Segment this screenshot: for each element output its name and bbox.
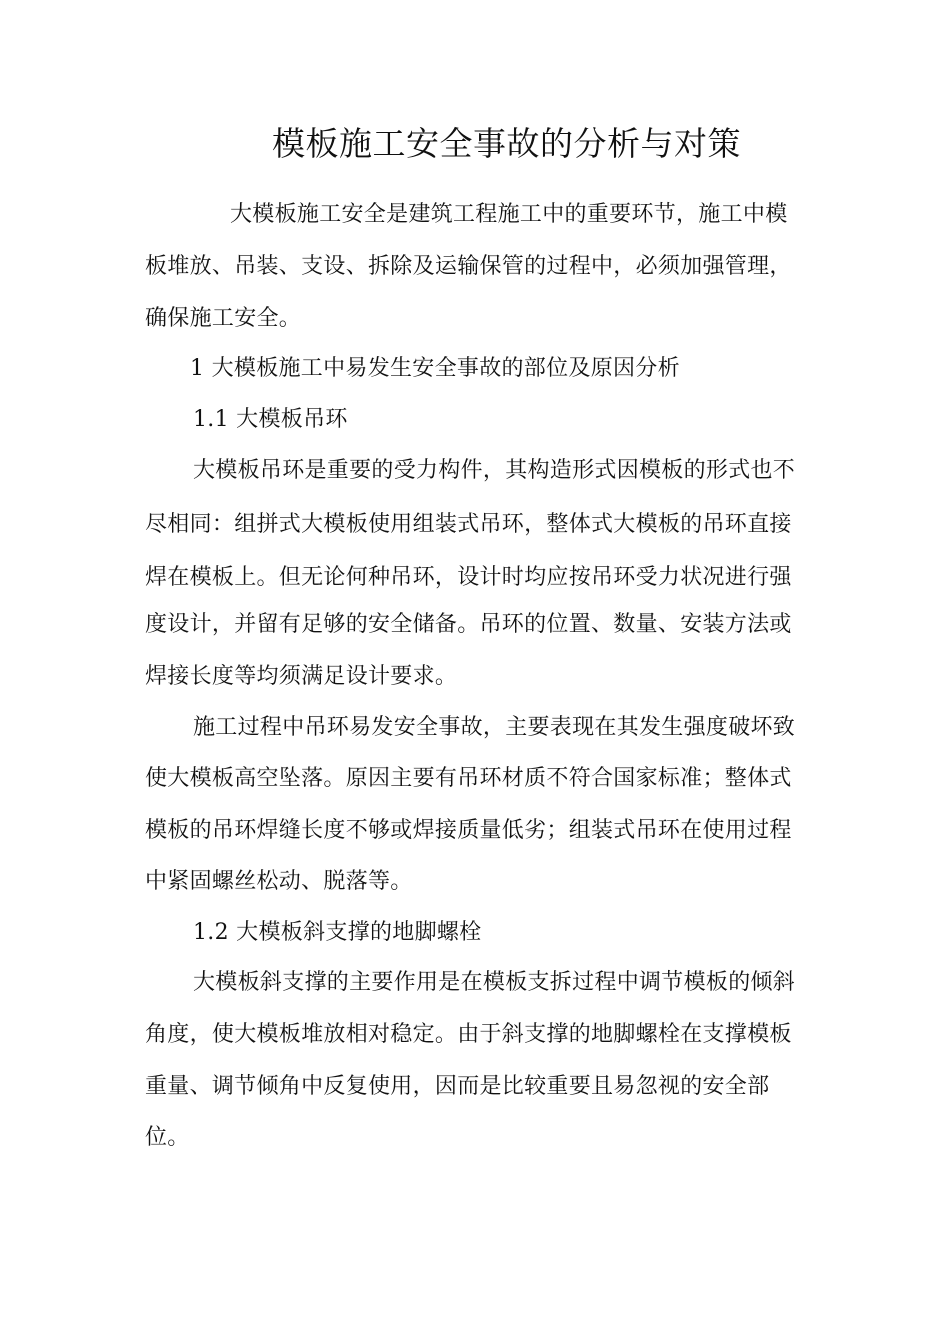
body-line: 板堆放、吊装、支设、拆除及运输保管的过程中，必须加强管理， xyxy=(145,254,792,279)
body-line: 焊在模板上。但无论何种吊环，设计时均应按吊环受力状况进行强 xyxy=(145,565,792,590)
subsection-heading: 1.1 大模板吊环 xyxy=(193,407,348,432)
body-line: 施工过程中吊环易发安全事故，主要表现在其发生强度破坏致 xyxy=(193,715,796,740)
body-line: 位。 xyxy=(145,1125,190,1150)
body-line: 重量、调节倾角中反复使用，因而是比较重要且易忽视的安全部 xyxy=(145,1074,770,1099)
body-line: 度设计，并留有足够的安全储备。吊环的位置、数量、安装方法或 xyxy=(145,612,792,637)
document-title: 模板施工安全事故的分析与对策 xyxy=(272,124,741,163)
section-heading: 1 大模板施工中易发生安全事故的部位及原因分析 xyxy=(190,356,680,381)
body-line: 尽相同：组拼式大模板使用组装式吊环，整体式大模板的吊环直接 xyxy=(145,512,792,537)
body-line: 焊接长度等均须满足设计要求。 xyxy=(145,664,458,689)
body-line: 角度，使大模板堆放相对稳定。由于斜支撑的地脚螺栓在支撑模板 xyxy=(145,1022,792,1047)
body-line: 使大模板高空坠落。原因主要有吊环材质不符合国家标准；整体式 xyxy=(145,766,792,791)
subsection-heading: 1.2 大模板斜支撑的地脚螺栓 xyxy=(193,920,482,945)
body-line: 大模板斜支撑的主要作用是在模板支拆过程中调节模板的倾斜 xyxy=(193,970,796,995)
body-line: 中紧固螺丝松动、脱落等。 xyxy=(145,869,413,894)
body-line: 模板的吊环焊缝长度不够或焊接质量低劣；组装式吊环在使用过程 xyxy=(145,818,792,843)
body-line: 大模板施工安全是建筑工程施工中的重要环节，施工中模 xyxy=(230,202,788,227)
body-line: 确保施工安全。 xyxy=(145,306,302,331)
body-line: 大模板吊环是重要的受力构件，其构造形式因模板的形式也不 xyxy=(193,458,796,483)
